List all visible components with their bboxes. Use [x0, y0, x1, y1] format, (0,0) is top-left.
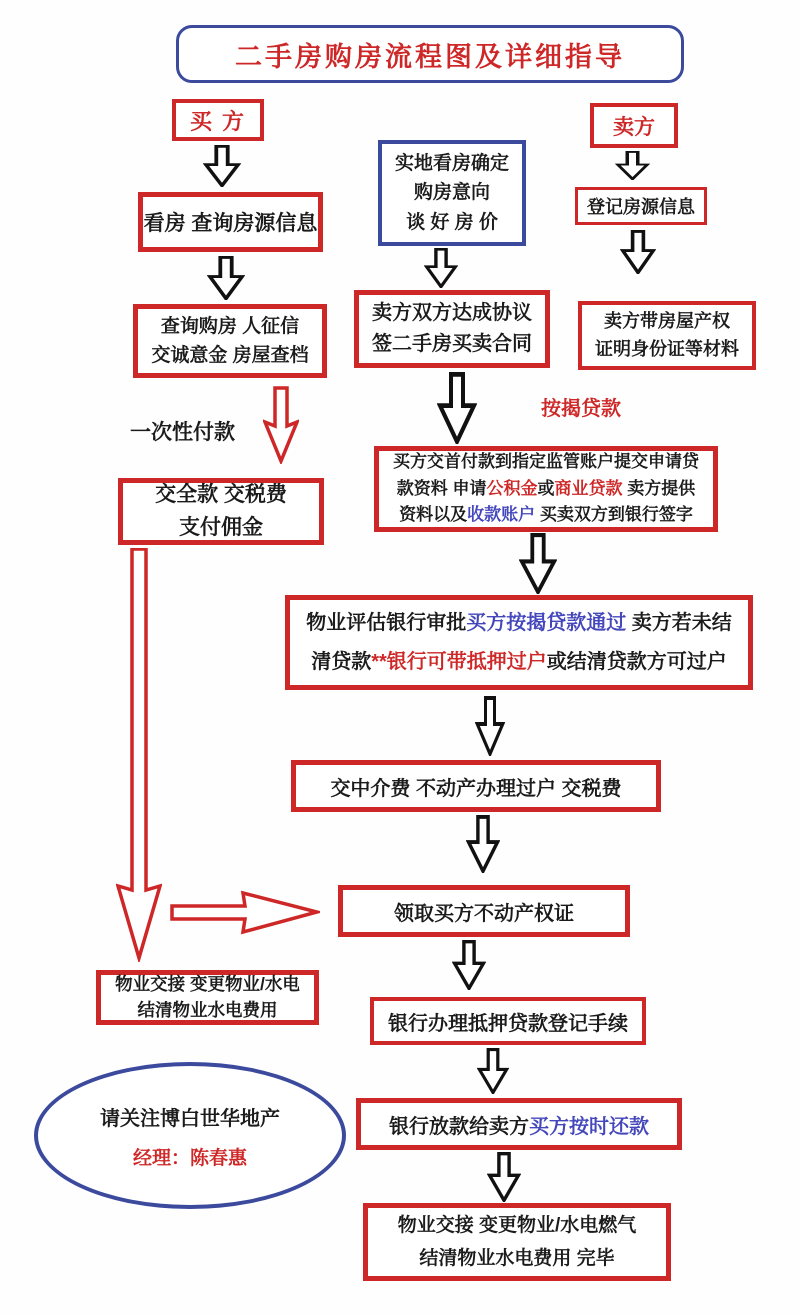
node-get-deed: 领取买方不动产权证: [338, 885, 630, 937]
label-one-time-payment: 一次性付款: [130, 421, 235, 444]
node-handover-cash: [96, 970, 319, 1025]
label-mortgage-loan: 按揭贷款: [541, 398, 621, 420]
node-final-handover-line2: 结清物业水电费用 完毕: [419, 1248, 615, 1269]
page-title: 二手房购房流程图及详细指导: [176, 25, 684, 83]
node-sign-contract-line2: 签二手房买卖合同: [372, 333, 532, 355]
down-arrow-icon: [452, 940, 486, 990]
node-site-visit-line3: 谈 好 房 价: [406, 211, 498, 233]
node-bank-approval: [285, 595, 753, 690]
node-site-visit: [378, 140, 526, 246]
node-transfer-fees: 交中介费 不动产办理过户 交税费: [291, 760, 661, 812]
node-site-visit-line2: 购房意向: [413, 182, 490, 204]
down-arrow-icon: [466, 815, 500, 873]
node-sign-contract-line1: 卖方双方达成协议: [372, 302, 532, 324]
node-mortgage-registration: 银行办理抵押贷款登记手续: [370, 997, 646, 1045]
node-credit-deposit-line2: 交诚意金 房屋查档: [151, 345, 309, 366]
node-seller-materials: [578, 301, 756, 370]
node-handover-cash-line2: 结清物业水电费用: [137, 999, 278, 1020]
node-seller: 卖方: [590, 103, 678, 148]
node-handover-cash-line1: 物业交接 变更物业/水电: [115, 974, 300, 995]
node-pay-full-line1: 交全款 交税费: [155, 482, 287, 506]
down-arrow-red-icon: [263, 386, 299, 464]
node-bank-approval-line1: 物业评估银行审批买方按揭贷款通过 卖方若未结: [306, 611, 732, 634]
down-arrow-icon: [475, 696, 505, 756]
node-pay-full: [118, 478, 324, 545]
down-arrow-icon: [620, 230, 656, 274]
node-loan-application-line1: 买方交首付款到指定监管账户提交申请贷: [393, 452, 699, 472]
node-seller-materials-line1: 卖方带房屋产权: [604, 310, 730, 331]
node-loan-application-line2: 款资料 申请公积金或商业贷款 卖方提供: [396, 478, 696, 498]
down-arrow-icon: [487, 1152, 521, 1202]
down-arrow-icon: [437, 372, 477, 444]
node-bank-release: 银行放款给卖方 买方按时还款: [356, 1098, 682, 1150]
node-register-listing: 登记房源信息: [575, 187, 707, 225]
down-arrow-icon: [519, 533, 557, 594]
node-bank-approval-line2: 清贷款**银行可带抵押过户或结清贷款方可过户: [311, 650, 727, 673]
node-loan-application: [374, 446, 718, 532]
node-seller-materials-line2: 证明身份证等材料: [595, 338, 739, 359]
promo-ellipse: [34, 1062, 346, 1209]
down-arrow-icon: [203, 145, 241, 187]
long-down-arrow-red-icon: [116, 548, 162, 962]
node-view-listings: 看房 查询房源信息: [138, 192, 323, 252]
node-credit-deposit: [133, 304, 327, 378]
node-sign-contract: [354, 290, 550, 368]
down-arrow-icon: [424, 248, 458, 288]
down-arrow-icon: [477, 1048, 509, 1094]
down-arrow-icon: [207, 256, 245, 300]
down-arrow-icon: [615, 151, 650, 180]
promo-agency-text: 请关注博白世华地产: [100, 1107, 280, 1130]
right-arrow-red-icon: [170, 890, 320, 935]
node-final-handover: [363, 1203, 671, 1281]
node-loan-application-line3: 资料以及收款账户 买卖双方到银行签字: [399, 505, 693, 525]
node-credit-deposit-line1: 查询购房 人征信: [160, 315, 300, 337]
node-site-visit-line1: 实地看房确定: [394, 152, 509, 174]
promo-manager-text: 经理：陈春惠: [132, 1147, 247, 1169]
node-buyer: 买 方: [172, 99, 264, 141]
node-pay-full-line2: 支付佣金: [179, 515, 263, 539]
node-final-handover-line1: 物业交接 变更物业/水电燃气: [397, 1214, 637, 1236]
